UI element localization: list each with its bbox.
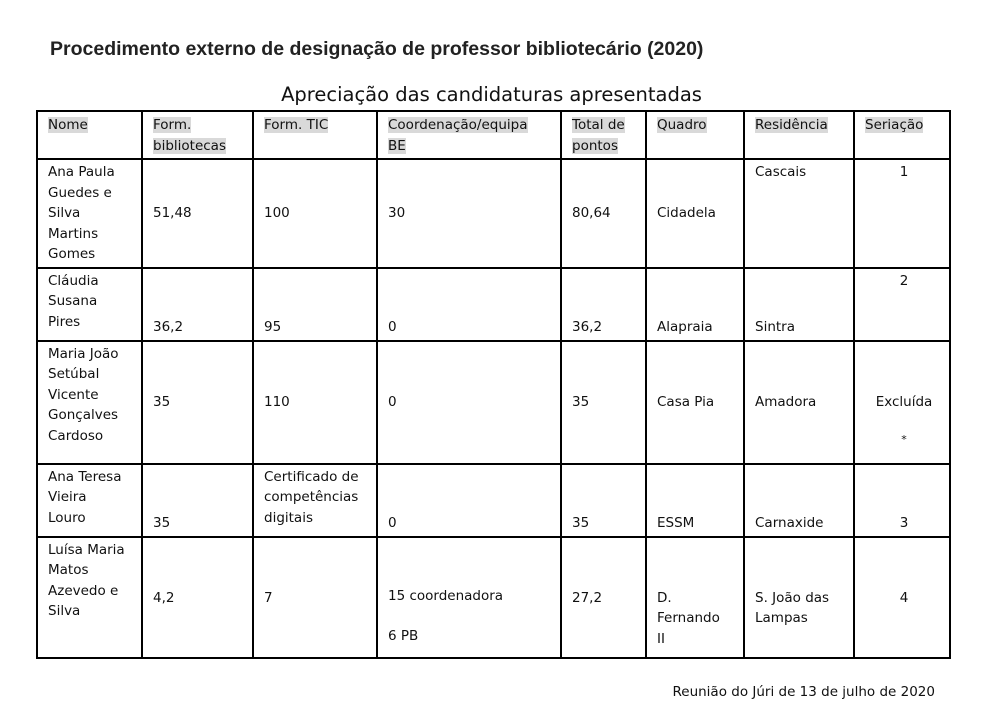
coordenacao-extra: 6 PB	[388, 628, 419, 644]
cell-seriacao: 1	[854, 159, 950, 268]
cell-quadro: Cidadela	[646, 159, 744, 268]
table-row	[37, 341, 950, 464]
col-header-residencia: Residência	[744, 111, 854, 159]
col-header-coordenacao: Coordenação/equipa BE	[377, 111, 561, 159]
cell-form-bibliotecas: 36,2	[142, 268, 253, 341]
header-row	[37, 111, 950, 159]
col-header-quadro: Quadro	[646, 111, 744, 159]
cell-nome: Ana Teresa Vieira Louro	[37, 464, 142, 537]
footer-note: Reunião do Júri de 13 de julho de 2020	[672, 684, 935, 700]
cell-form-tic: 95	[253, 268, 377, 341]
cell-quadro: Alapraia	[646, 268, 744, 341]
col-header-form-bibliotecas: Form. bibliotecas	[142, 111, 253, 159]
document-title: Procedimento externo de designação de professor bibliotecário (2020)	[50, 38, 704, 60]
cell-seriacao: 3	[854, 464, 950, 537]
cell-quadro: ESSM	[646, 464, 744, 537]
cell-total: 27,2	[561, 537, 646, 658]
cell-residencia: Sintra	[744, 268, 854, 341]
cell-coordenacao: 30	[377, 159, 561, 268]
table-row	[37, 268, 950, 341]
cell-coordenacao: 0	[377, 268, 561, 341]
table-row	[37, 159, 950, 268]
cell-seriacao: 4	[854, 537, 950, 658]
seriacao-status: Excluída	[875, 393, 933, 410]
cell-nome: Luísa Maria Matos Azevedo e Silva	[37, 537, 142, 658]
coordenacao-value: 15 coordenadora	[388, 587, 504, 604]
cell-form-bibliotecas: 35	[142, 464, 253, 537]
cell-coordenacao: 0	[377, 341, 561, 464]
cell-form-tic: 100	[253, 159, 377, 268]
cell-total: 36,2	[561, 268, 646, 341]
cell-quadro: Casa Pia	[646, 341, 744, 464]
cell-form-tic: 110	[253, 341, 377, 464]
col-header-nome: Nome	[37, 111, 142, 159]
cell-form-bibliotecas: 51,48	[142, 159, 253, 268]
seriacao-note: *	[901, 433, 907, 446]
cell-nome: Maria João Setúbal Vicente Gonçalves Cardoso	[37, 341, 142, 464]
cell-coordenacao: 0	[377, 464, 561, 537]
cell-residencia: Amadora	[744, 341, 854, 464]
cell-coordenacao	[377, 537, 561, 658]
cell-quadro: D. Fernando II	[646, 537, 744, 658]
table-row	[37, 537, 950, 658]
candidates-table	[36, 110, 951, 659]
cell-residencia: S. João das Lampas	[744, 537, 854, 658]
col-header-total: Total de pontos	[561, 111, 646, 159]
cell-residencia: Carnaxide	[744, 464, 854, 537]
cell-seriacao: 2	[854, 268, 950, 341]
cell-nome: Ana Paula Guedes e Silva Martins Gomes	[37, 159, 142, 268]
cell-total: 35	[561, 341, 646, 464]
col-header-seriacao: Seriação	[854, 111, 950, 159]
cell-seriacao	[854, 341, 950, 464]
cell-form-bibliotecas: 4,2	[142, 537, 253, 658]
cell-nome: Cláudia Susana Pires	[37, 268, 142, 341]
cell-form-bibliotecas: 35	[142, 341, 253, 464]
cell-total: 35	[561, 464, 646, 537]
cell-total: 80,64	[561, 159, 646, 268]
table-row	[37, 464, 950, 537]
cell-residencia: Cascais	[744, 159, 854, 268]
cell-form-tic: Certificado de competências digitais	[253, 464, 377, 537]
col-header-form-tic: Form. TIC	[253, 111, 377, 159]
table-caption: Apreciação das candidaturas apresentadas	[281, 83, 702, 106]
cell-form-tic: 7	[253, 537, 377, 658]
